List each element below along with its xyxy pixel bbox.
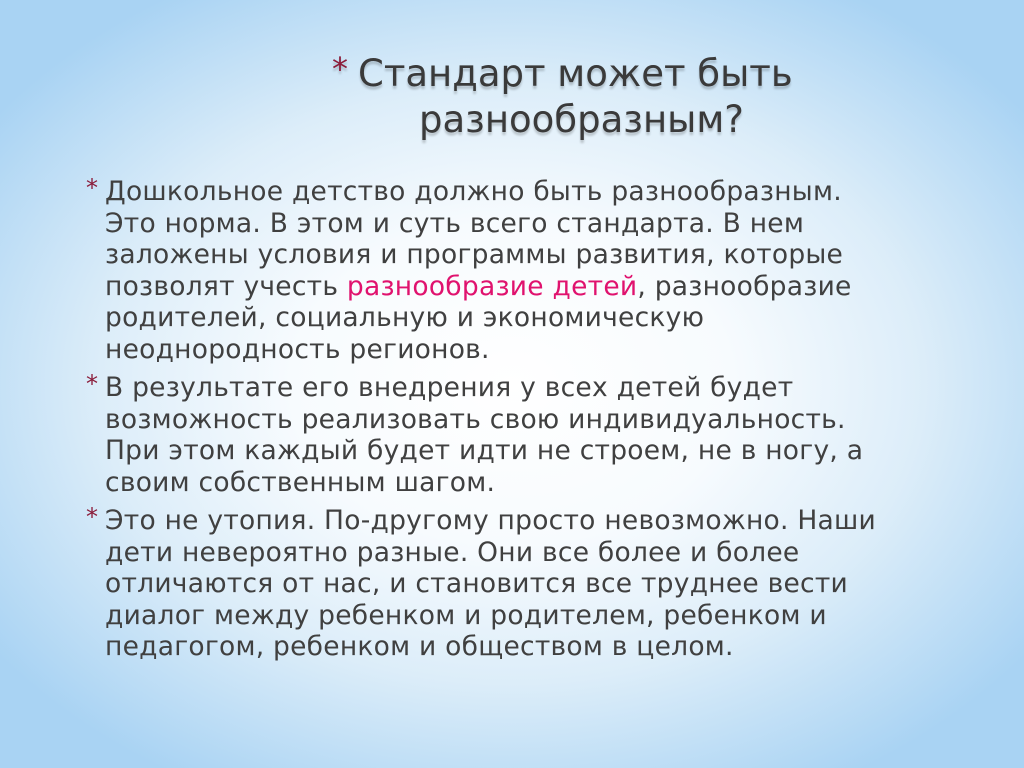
paragraph-line: Это норма. В этом и суть всего стандарта. В нем — [105, 207, 805, 239]
paragraph-line-with-highlight — [105, 271, 966, 303]
paragraph-line: диалог между ребенком и родителем, ребенком и — [105, 599, 827, 631]
paragraph-line: родителей, социальную и экономическую — [105, 302, 705, 333]
highlight-trail-text: , разнообразие — [637, 270, 852, 302]
bullet-paragraph-3 — [86, 505, 966, 663]
paragraph-line: заложены условия и программы развития, которые — [105, 239, 844, 270]
paragraph-line: неоднородность регионов. — [105, 333, 490, 365]
bullet-asterisk-icon: * — [86, 174, 99, 202]
paragraph-line: Это не утопия. По-другому просто невозможно. Наши — [105, 505, 876, 536]
highlight-lead-text: позволят учесть — [105, 270, 347, 302]
title-line-2: разнообразным? — [419, 98, 744, 141]
slide-body — [86, 176, 966, 670]
paragraph-line: дети невероятно разные. Они все более и более — [105, 536, 800, 568]
paragraph-line: педагогом, ребенком и обществом в целом. — [105, 631, 734, 662]
bullet-asterisk-icon: * — [86, 503, 99, 531]
slide-title — [332, 46, 852, 143]
title-line-1: Стандарт может быть — [358, 52, 793, 95]
paragraph-line: В результате его внедрения у всех детей будет — [105, 372, 794, 403]
paragraph-line: При этом каждый будет идти не строем, не в ногу, а — [105, 435, 864, 466]
paragraph-line: своим собственным шагом. — [105, 466, 496, 498]
bullet-asterisk-icon: * — [86, 370, 99, 398]
highlighted-phrase: разнообразие детей — [346, 270, 638, 302]
bullet-paragraph-1 — [86, 176, 966, 365]
paragraph-line: отличаются от нас, и становится все труднее вести — [105, 568, 849, 599]
paragraph-line: Дошкольное детство должно быть разнообразным. — [105, 176, 842, 207]
paragraph-line: возможность реализовать свою индивидуальность. — [105, 403, 846, 435]
bullet-paragraph-2 — [86, 372, 966, 498]
title-asterisk-icon: * — [332, 50, 348, 88]
